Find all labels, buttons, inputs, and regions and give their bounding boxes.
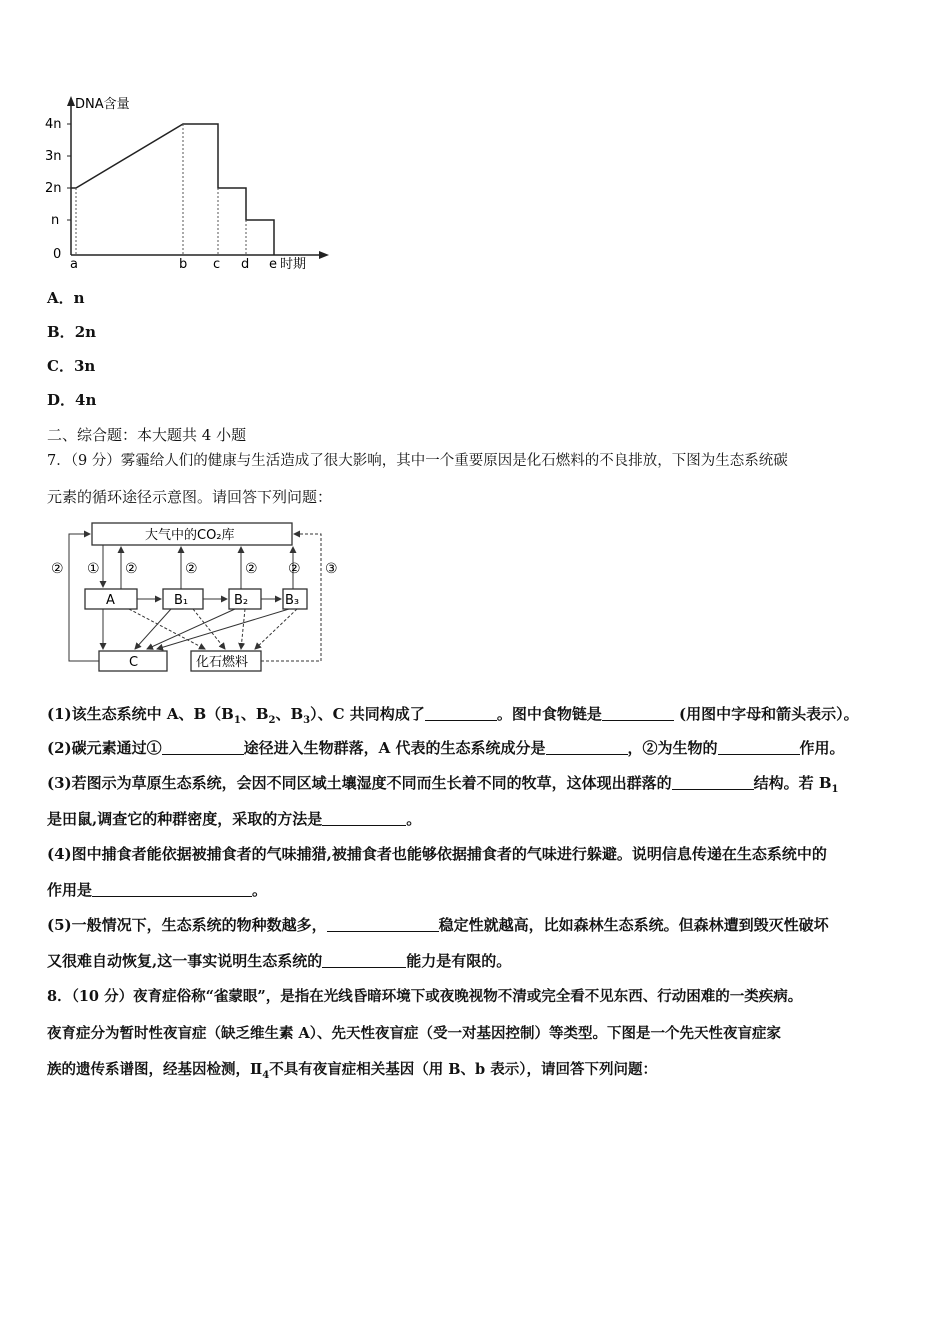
svg-text:②: ②: [185, 561, 198, 577]
label-3: ③: [325, 561, 338, 577]
x-axis-label: 时期: [280, 257, 307, 272]
option-d: D．4n: [47, 391, 97, 409]
blank-7[interactable]: [322, 811, 406, 826]
blank-8[interactable]: [92, 882, 252, 897]
y-tick-3n: 3n: [45, 149, 62, 164]
svg-text:B₁: B₁: [174, 593, 189, 608]
q8-stem-line3: 族的遗传系谱图，经基因检测，$Ⅱ_4$不具有夜盲症相关基因（用 B、b 表示），请回答下列问题：: [47, 1061, 657, 1081]
svg-text:②: ②: [51, 561, 64, 577]
x-tick-c: c: [213, 257, 221, 272]
q7-part5-line1: (5)一般情况下，生态系统的物种数越多， 稳定性就越高，比如森林生态系统。但森林遭到毁灭性破坏: [47, 916, 829, 934]
blank-3[interactable]: [162, 740, 244, 755]
dna-curve: [71, 124, 274, 255]
y-axis-arrow: [67, 96, 75, 106]
svg-text:②: ②: [288, 561, 301, 577]
q8-stem-line2: 夜育症分为暂时性夜盲症（缺乏维生素 A）、先天性夜盲症（受一对基因控制）等类型。下图是一个先天性夜盲症家: [47, 1025, 782, 1042]
q7-part4-line1: (4)图中捕食者能依据被捕食者的气味捕猎,被捕食者也能够依据捕食者的气味进行躲避。说明信息传递在生态系统中的: [47, 845, 827, 863]
option-b: B．2n: [47, 323, 97, 341]
atmosphere-label: 大气中的CO₂库: [145, 528, 235, 543]
section-heading: 二、综合题：本大题共 4 小题: [47, 426, 247, 444]
svg-text:A: A: [106, 593, 115, 608]
option-c: C．3n: [47, 357, 96, 375]
option-a: A．n: [47, 289, 85, 307]
y-tick-2n: 2n: [45, 181, 62, 196]
q7-stem-line1: 7．（9 分）雾霾给人们的健康与生活造成了很大影响，其中一个重要原因是化石燃料的不良排放，下图为生态系统碳: [47, 453, 788, 469]
carbon-cycle-diagram: [45, 518, 355, 678]
y-tick-n: n: [51, 213, 60, 228]
blank-4[interactable]: [546, 740, 628, 755]
blank-9[interactable]: [327, 917, 439, 932]
y-tick-4n: 4n: [45, 117, 62, 132]
svg-text:B₂: B₂: [234, 593, 249, 608]
blank-1[interactable]: [425, 706, 497, 721]
q7-part3-line1: (3)若图示为草原生态系统，会因不同区域土壤湿度不同而生长着不同的牧草，这体现出群落的 结构。若 $B_1$: [47, 774, 839, 795]
q7-stem-line2: 元素的循环途径示意图。请回答下列问题：: [47, 488, 333, 506]
blank-5[interactable]: [718, 740, 800, 755]
y-axis-label: DNA含量: [75, 97, 130, 112]
dna-content-chart: [40, 92, 340, 272]
blank-6[interactable]: [672, 775, 754, 790]
q7-part1: (1)该生态系统中 A、$B(B_1$、$B_2$、$B_3$）、C 共同构成了 。图中食物链是 (用图中字母和箭头表示）。: [47, 705, 859, 726]
q7-part2: (2)碳元素通过① 途径进入生物群落，A 代表的生态系统成分是 ，②为生物的 作用。: [47, 739, 845, 757]
blank-2[interactable]: [602, 706, 674, 721]
q7-part5-line2: 又很难自动恢复,这一事实说明生态系统的 能力是有限的。: [47, 952, 512, 970]
y-tick-0: 0: [53, 247, 62, 262]
svg-text:B₃: B₃: [285, 593, 300, 608]
x-axis-arrow: [319, 251, 329, 259]
svg-text:②: ②: [125, 561, 138, 577]
svg-text:C: C: [129, 655, 139, 670]
svg-text:②: ②: [245, 561, 258, 577]
blank-10[interactable]: [322, 953, 406, 968]
svg-text:化石燃料: 化石燃料: [196, 655, 249, 670]
q7-part4-line2: 作用是 。: [47, 881, 268, 899]
x-tick-b: b: [179, 257, 188, 272]
q7-part3-line2: 是田鼠,调查它的种群密度，采取的方法是 。: [47, 810, 422, 828]
x-tick-e: e: [269, 257, 277, 272]
x-tick-a: a: [70, 257, 78, 272]
label-1: ①: [87, 561, 100, 577]
x-tick-d: d: [241, 257, 250, 272]
q8-stem-line1: 8．（10 分）夜育症俗称“雀蒙眼”，是指在光线昏暗环境下或夜晚视物不清或完全看不见东西、行动困难的一类疾病。: [47, 988, 803, 1005]
